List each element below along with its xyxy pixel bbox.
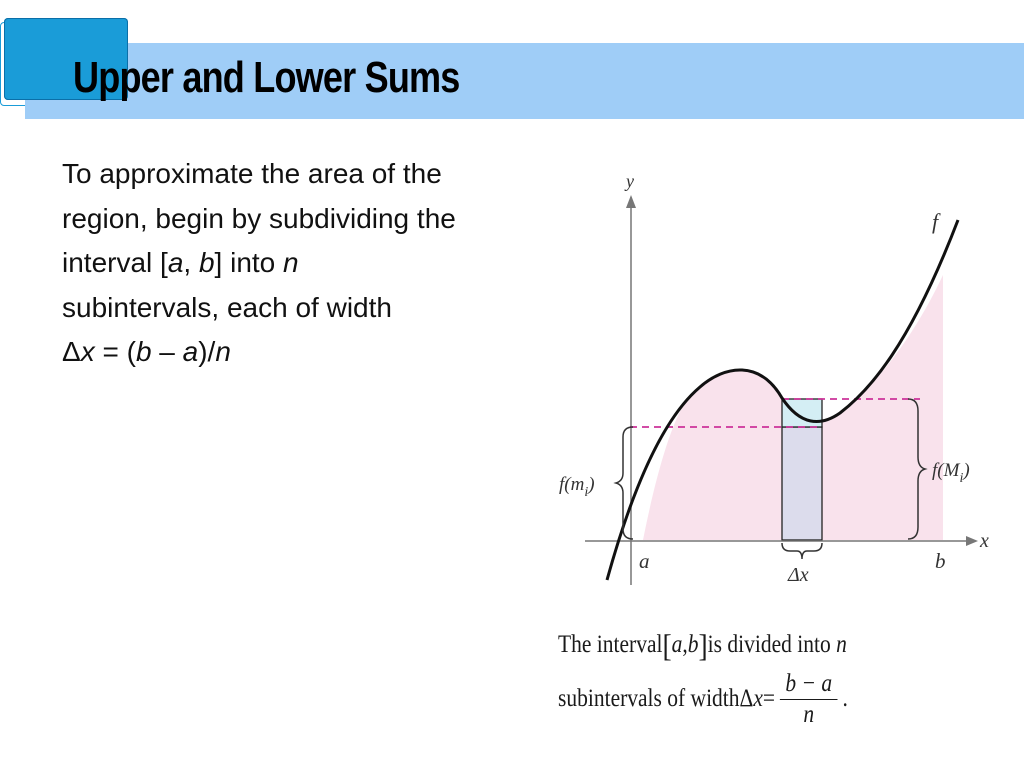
a-label: a [639,549,650,573]
body-line-1: To approximate the area of the [62,158,442,189]
delta-x-label: Δx [788,564,809,586]
f-Mi-label: $f(M_i)$ [932,460,970,486]
body-line-5: Δx = (b – a)/n [62,336,231,367]
bottom-brace [782,543,822,559]
lower-rectangle [782,427,822,540]
y-axis-label: y [626,171,634,191]
x-axis-label: x [980,530,989,552]
body-line-3: interval [a, b] into n [62,247,299,278]
figure-caption [558,618,848,726]
slide-title: Upper and Lower Sums [73,53,460,102]
body-line-4: subintervals, each of width [62,291,392,323]
curve-label-f: f [932,209,939,234]
x-axis-arrow [966,536,978,546]
caption-fraction: $\frac{b - a}{n}$ [780,669,837,730]
caption-line-1: The interval [ a , b ] is divided into n [558,627,847,663]
body-line-2: region, begin by subdividing the [62,202,456,234]
y-axis-arrow [626,195,636,208]
b-label: b [935,549,946,573]
f-mi-label: $f(m_i)$ [559,474,595,500]
body-text [62,152,552,375]
caption-line-2: subintervals of width Δ x = $\frac{b - a}{n}$ . [558,669,848,728]
riemann-sum-figure [550,165,1000,595]
